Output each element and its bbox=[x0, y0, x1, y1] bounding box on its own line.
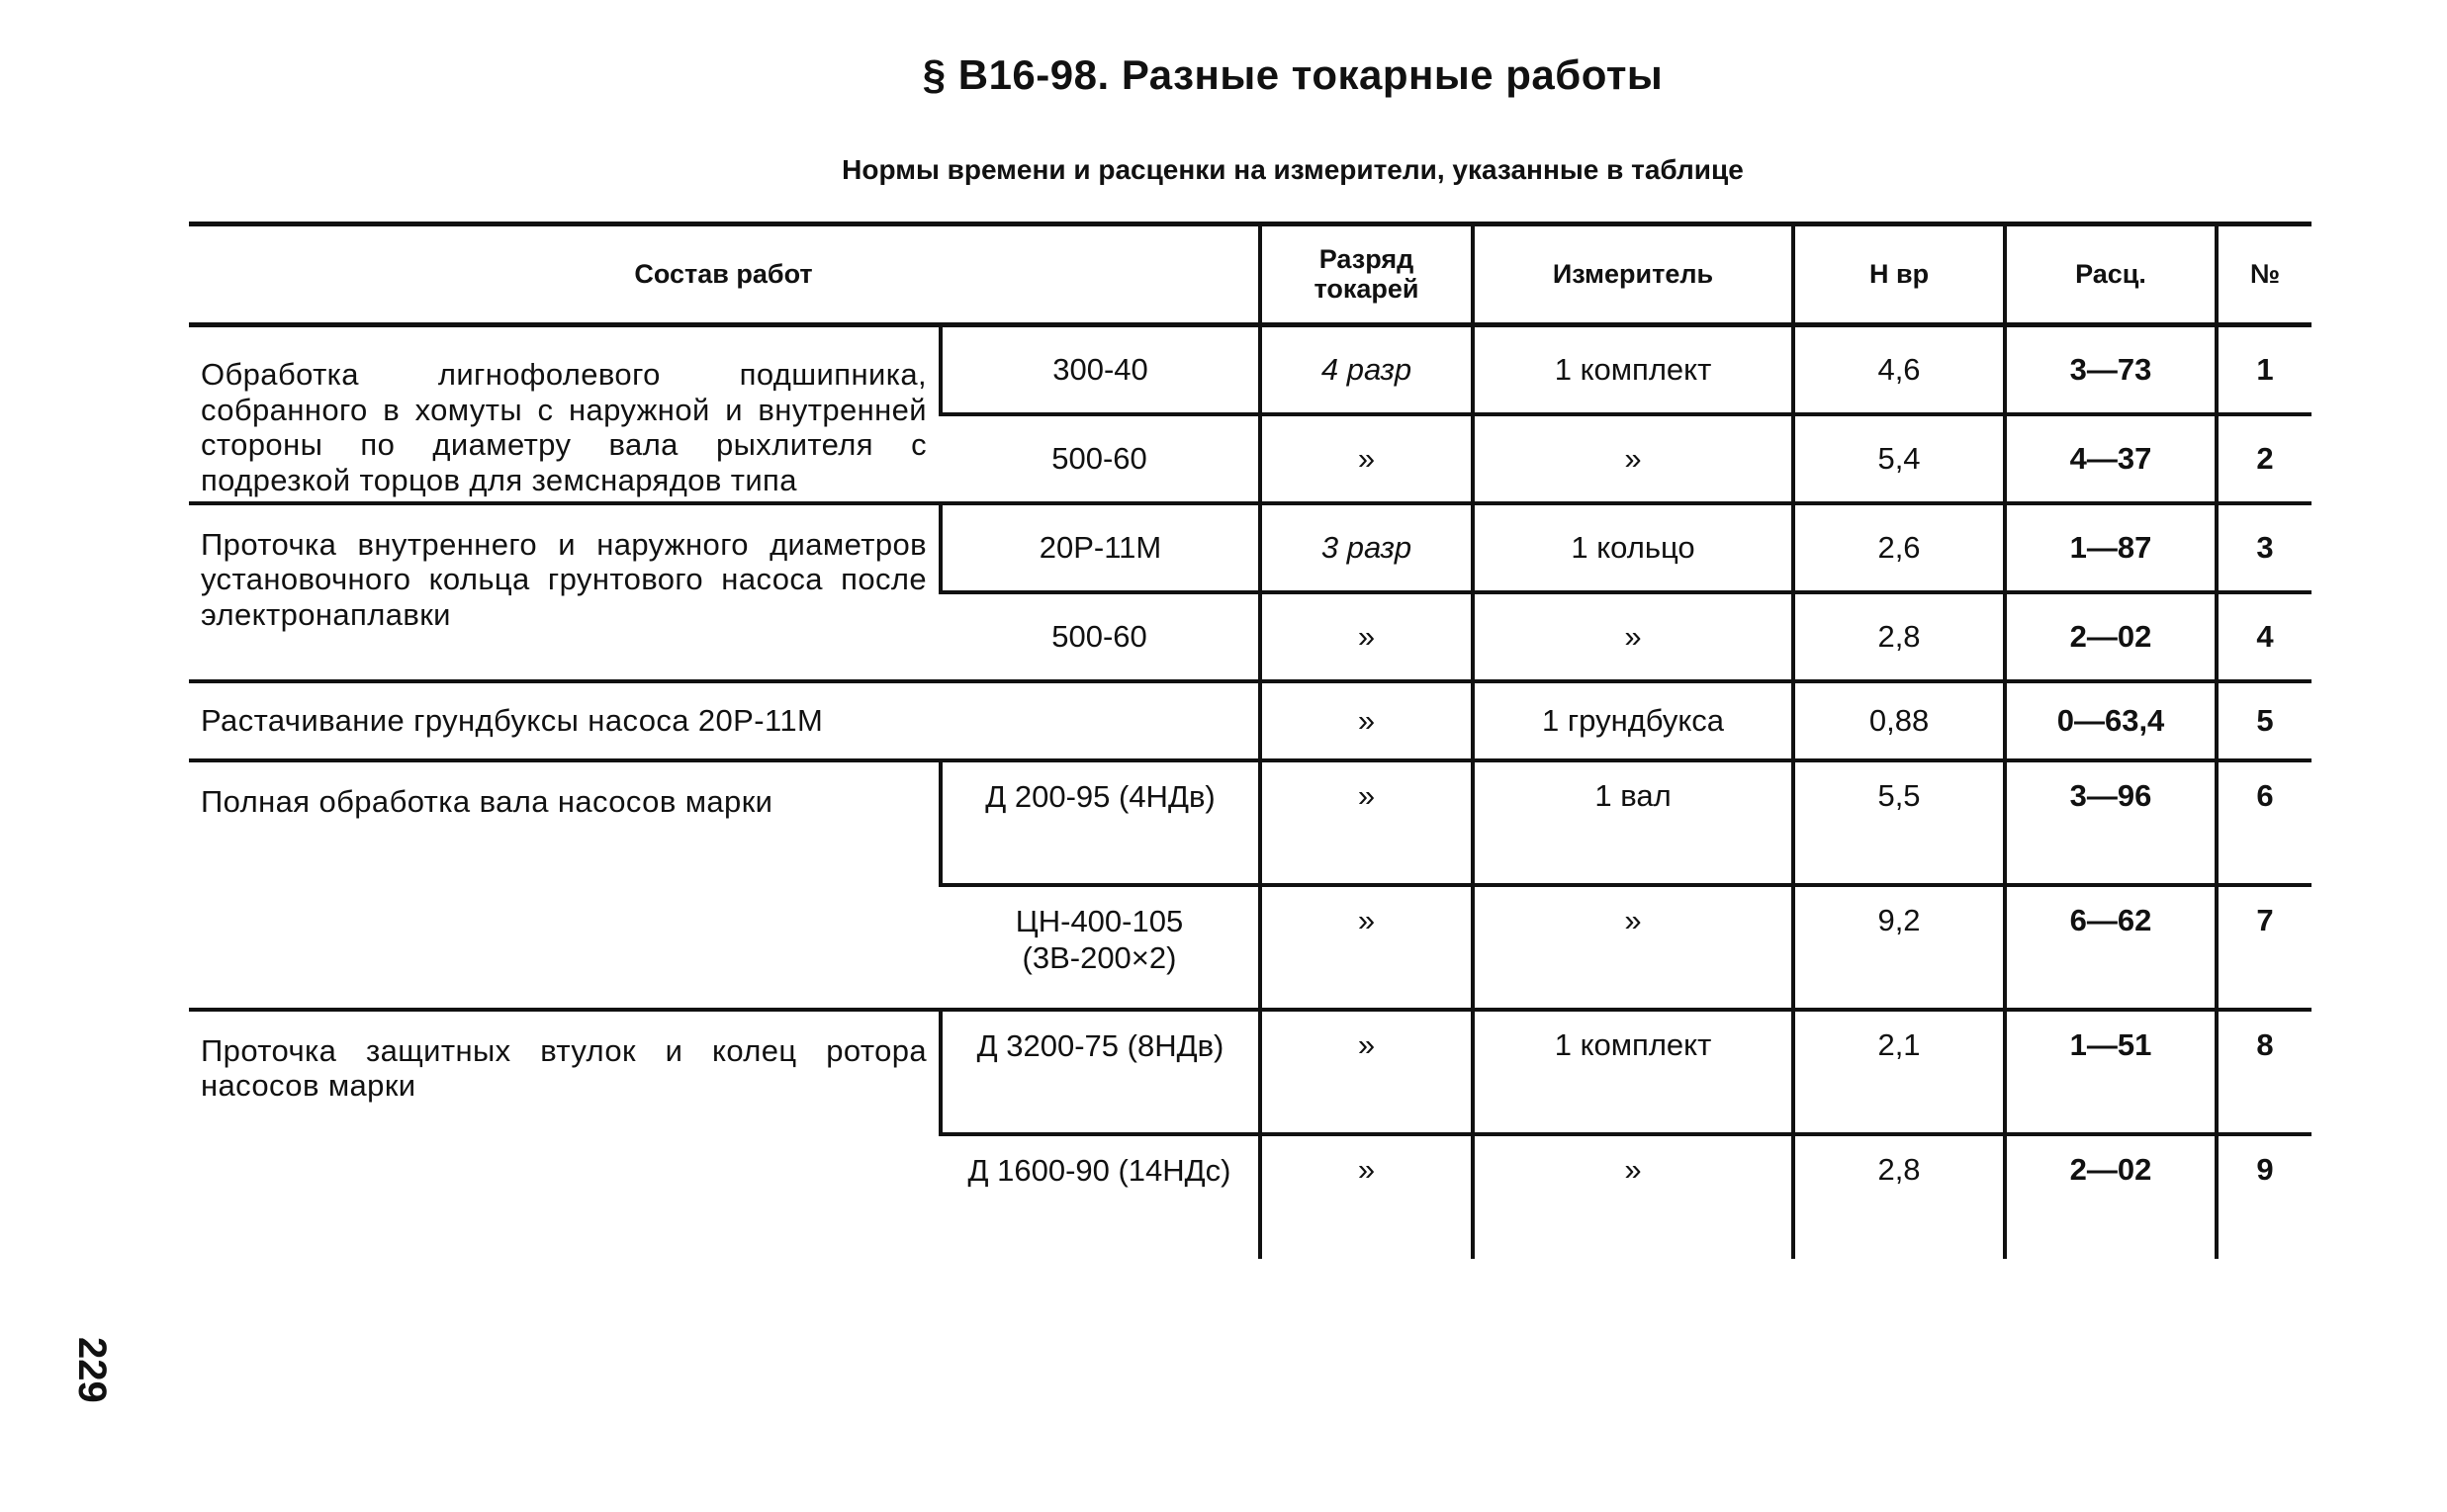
rate-cell: 6—62 bbox=[2005, 885, 2217, 1010]
unit-cell: » bbox=[1473, 885, 1793, 1010]
table-row bbox=[189, 1010, 2311, 1134]
machine-type: 20Р-11М bbox=[941, 503, 1260, 592]
norms-table bbox=[189, 222, 2311, 1259]
rate-cell: 2—02 bbox=[2005, 592, 2217, 681]
unit-cell: » bbox=[1473, 1134, 1793, 1259]
table-row bbox=[189, 503, 2311, 592]
table-row bbox=[189, 760, 2311, 885]
norm-cell: 2,8 bbox=[1793, 592, 2005, 681]
machine-type: Д 1600-90 (14НДс) bbox=[967, 1152, 1231, 1188]
rate-cell: 0—63,4 bbox=[2005, 681, 2217, 760]
table-subtitle: Нормы времени и расценки на измерители, указанные в таблице bbox=[842, 154, 1744, 185]
rate-cell: 1—87 bbox=[2005, 503, 2217, 592]
page-number: 229 bbox=[70, 1337, 114, 1403]
work-description: Полная обработка вала насосов марки bbox=[201, 783, 773, 819]
number-cell: 2 bbox=[2217, 414, 2311, 503]
header-rate: Расц. bbox=[2005, 224, 2217, 325]
section-title: § В16-98. Разные токарные работы bbox=[922, 51, 1664, 98]
header-norm: Н вр bbox=[1793, 224, 2005, 325]
work-description: Проточка внутреннего и наружного диаметров установочного кольца грунтового насоса после электронаплавки bbox=[201, 526, 927, 632]
header-work: Состав работ bbox=[634, 258, 813, 289]
unit-cell: 1 комплект bbox=[1473, 1010, 1793, 1134]
machine-type: Д 3200-75 (8НДв) bbox=[941, 1010, 1260, 1134]
unit-cell: 1 грундбукса bbox=[1473, 681, 1793, 760]
table-row bbox=[189, 325, 2311, 414]
grade-cell: 4 разр bbox=[1260, 325, 1473, 414]
norm-cell: 9,2 bbox=[1793, 885, 2005, 1010]
number-cell: 5 bbox=[2217, 681, 2311, 760]
header-num: № bbox=[2217, 224, 2311, 325]
number-cell: 7 bbox=[2217, 885, 2311, 1010]
grade-cell: » bbox=[1260, 1134, 1473, 1259]
unit-cell: » bbox=[1473, 414, 1793, 503]
grade-cell: 3 разр bbox=[1260, 503, 1473, 592]
work-description: Растачивание грундбуксы насоса 20Р-11М bbox=[201, 702, 824, 738]
grade-cell: » bbox=[1260, 1010, 1473, 1134]
rate-cell: 3—73 bbox=[2005, 325, 2217, 414]
norm-cell: 0,88 bbox=[1793, 681, 2005, 760]
work-description: Обработка лигнофолевого подшипника, собранного в хомуты с наружной и внутренней стороны по диаметру вала рыхлителя с подрезкой торцов для земснарядов типа bbox=[201, 357, 927, 497]
table-header-row bbox=[189, 224, 2311, 325]
number-cell: 4 bbox=[2217, 592, 2311, 681]
norm-cell: 5,5 bbox=[1793, 760, 2005, 885]
unit-cell: 1 кольцо bbox=[1473, 503, 1793, 592]
norm-cell: 2,6 bbox=[1793, 503, 2005, 592]
rate-cell: 4—37 bbox=[2005, 414, 2217, 503]
norm-cell: 5,4 bbox=[1793, 414, 2005, 503]
rate-cell: 3—96 bbox=[2005, 760, 2217, 885]
number-cell: 3 bbox=[2217, 503, 2311, 592]
unit-cell: 1 комплект bbox=[1473, 325, 1793, 414]
unit-cell: 1 вал bbox=[1473, 760, 1793, 885]
number-cell: 1 bbox=[2217, 325, 2311, 414]
grade-cell: » bbox=[1260, 414, 1473, 503]
work-description: Проточка защитных втулок и колец ротора насосов марки bbox=[201, 1032, 927, 1104]
machine-type: 300-40 bbox=[941, 325, 1260, 414]
norm-cell: 4,6 bbox=[1793, 325, 2005, 414]
number-cell: 9 bbox=[2217, 1134, 2311, 1259]
number-cell: 6 bbox=[2217, 760, 2311, 885]
machine-type: Д 200-95 (4НДв) bbox=[941, 760, 1260, 885]
header-unit: Измеритель bbox=[1473, 224, 1793, 325]
grade-cell: » bbox=[1260, 760, 1473, 885]
header-grade: Разряд токарей bbox=[1260, 224, 1473, 325]
rate-cell: 2—02 bbox=[2005, 1134, 2217, 1259]
grade-cell: » bbox=[1260, 885, 1473, 1010]
unit-cell: » bbox=[1473, 592, 1793, 681]
rate-cell: 1—51 bbox=[2005, 1010, 2217, 1134]
grade-cell: » bbox=[1260, 592, 1473, 681]
machine-type: 500-60 bbox=[1051, 618, 1147, 654]
norm-cell: 2,8 bbox=[1793, 1134, 2005, 1259]
number-cell: 8 bbox=[2217, 1010, 2311, 1134]
norm-cell: 2,1 bbox=[1793, 1010, 2005, 1134]
grade-cell: » bbox=[1260, 681, 1473, 760]
machine-type: ЦН-400-105 (3В-200×2) bbox=[1015, 903, 1184, 975]
table-row bbox=[189, 681, 2311, 760]
machine-type: 500-60 bbox=[1051, 440, 1147, 476]
